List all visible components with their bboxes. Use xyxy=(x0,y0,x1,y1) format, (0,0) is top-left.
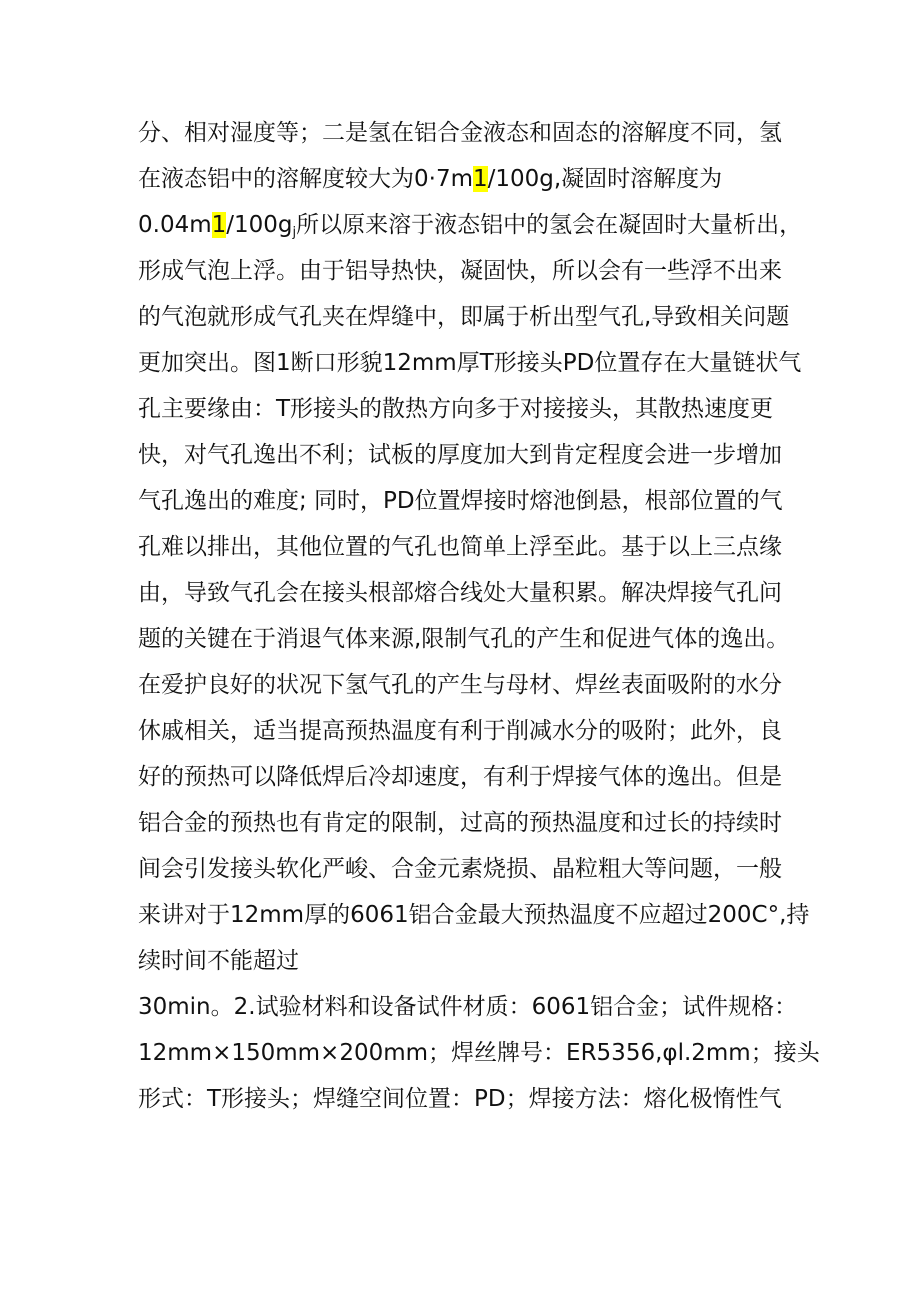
text-line: 来讲对于12mm厚的6061铝合金最大预热温度不应超过200C°,持 xyxy=(138,902,810,928)
text-line xyxy=(138,156,788,202)
text-line: 快，对气孔逸出不利；试板的厚度加大到肯定程度会进一步增加 xyxy=(138,442,782,468)
text-line: 好的预热可以降低焊后冷却速度，有利于焊接气体的逸出。但是 xyxy=(138,764,782,790)
text-line: 题的关键在于消退气体来源,限制气孔的产生和促进气体的逸出。 xyxy=(138,626,790,652)
text-line: 气孔逸出的难度; 同时，PD位置焊接时熔池倒悬，根部位置的气 xyxy=(138,488,783,514)
text-line: 铝合金的预热也有肯定的限制，过高的预热温度和过长的持续时 xyxy=(138,810,782,836)
text-segment: 所以原来溶于液态铝中的氢会在凝固时大量析出， xyxy=(296,212,803,238)
text-segment: 0.04m xyxy=(138,212,212,238)
text-line: 由，导致气孔会在接头根部熔合线处大量积累。解决焊接气孔问 xyxy=(138,580,782,606)
document-body-text xyxy=(138,110,820,1122)
text-segment: /100g xyxy=(226,212,293,238)
text-line: 形成气泡上浮。由于铝导热快，凝固快，所以会有一些浮不出来 xyxy=(138,258,782,284)
text-line: 的气泡就形成气孔夹在焊缝中，即属于析出型气孔,导致相关问题 xyxy=(138,304,790,330)
text-line: 间会引发接头软化严峻、合金元素烧损、晶粒粗大等问题，一般 xyxy=(138,856,782,882)
highlighted-text: 1 xyxy=(472,166,488,192)
text-line: 在爱护良好的状况下氢气孔的产生与母材、焊丝表面吸附的水分 xyxy=(138,672,782,698)
text-line xyxy=(138,202,803,248)
text-line: 孔难以排出，其他位置的气孔也简单上浮至此。基于以上三点缘 xyxy=(138,534,782,560)
text-line: 孔主要缘由：T形接头的散热方向多于对接接头，其散热速度更 xyxy=(138,396,774,422)
text-line: 休戚相关，适当提高预热温度有利于削减水分的吸附；此外，良 xyxy=(138,718,782,744)
text-line: 12mm×150mm×200mm；焊丝牌号：ER5356,φl.2mm；接头 xyxy=(138,1040,820,1066)
text-line: 更加突出。图1断口形貌12mm厚T形接头PD位置存在大量链状气 xyxy=(138,350,802,376)
text-line: 形式：T形接头；焊缝空间位置：PD；焊接方法：熔化极惰性气 xyxy=(138,1086,782,1112)
text-segment: /100g,凝固时溶解度为 xyxy=(487,166,723,192)
text-segment: 在液态铝中的溶解度较大为0·7m xyxy=(138,166,473,192)
text-line: 分、相对湿度等；二是氢在铝合金液态和固态的溶解度不同，氢 xyxy=(138,120,782,146)
text-line: 30min。2.试验材料和设备试件材质：6061铝合金；试件规格： xyxy=(138,994,798,1020)
text-line: 续时间不能超过 xyxy=(138,948,299,974)
subscript-text: j xyxy=(292,225,297,240)
highlighted-text: 1 xyxy=(211,212,227,238)
